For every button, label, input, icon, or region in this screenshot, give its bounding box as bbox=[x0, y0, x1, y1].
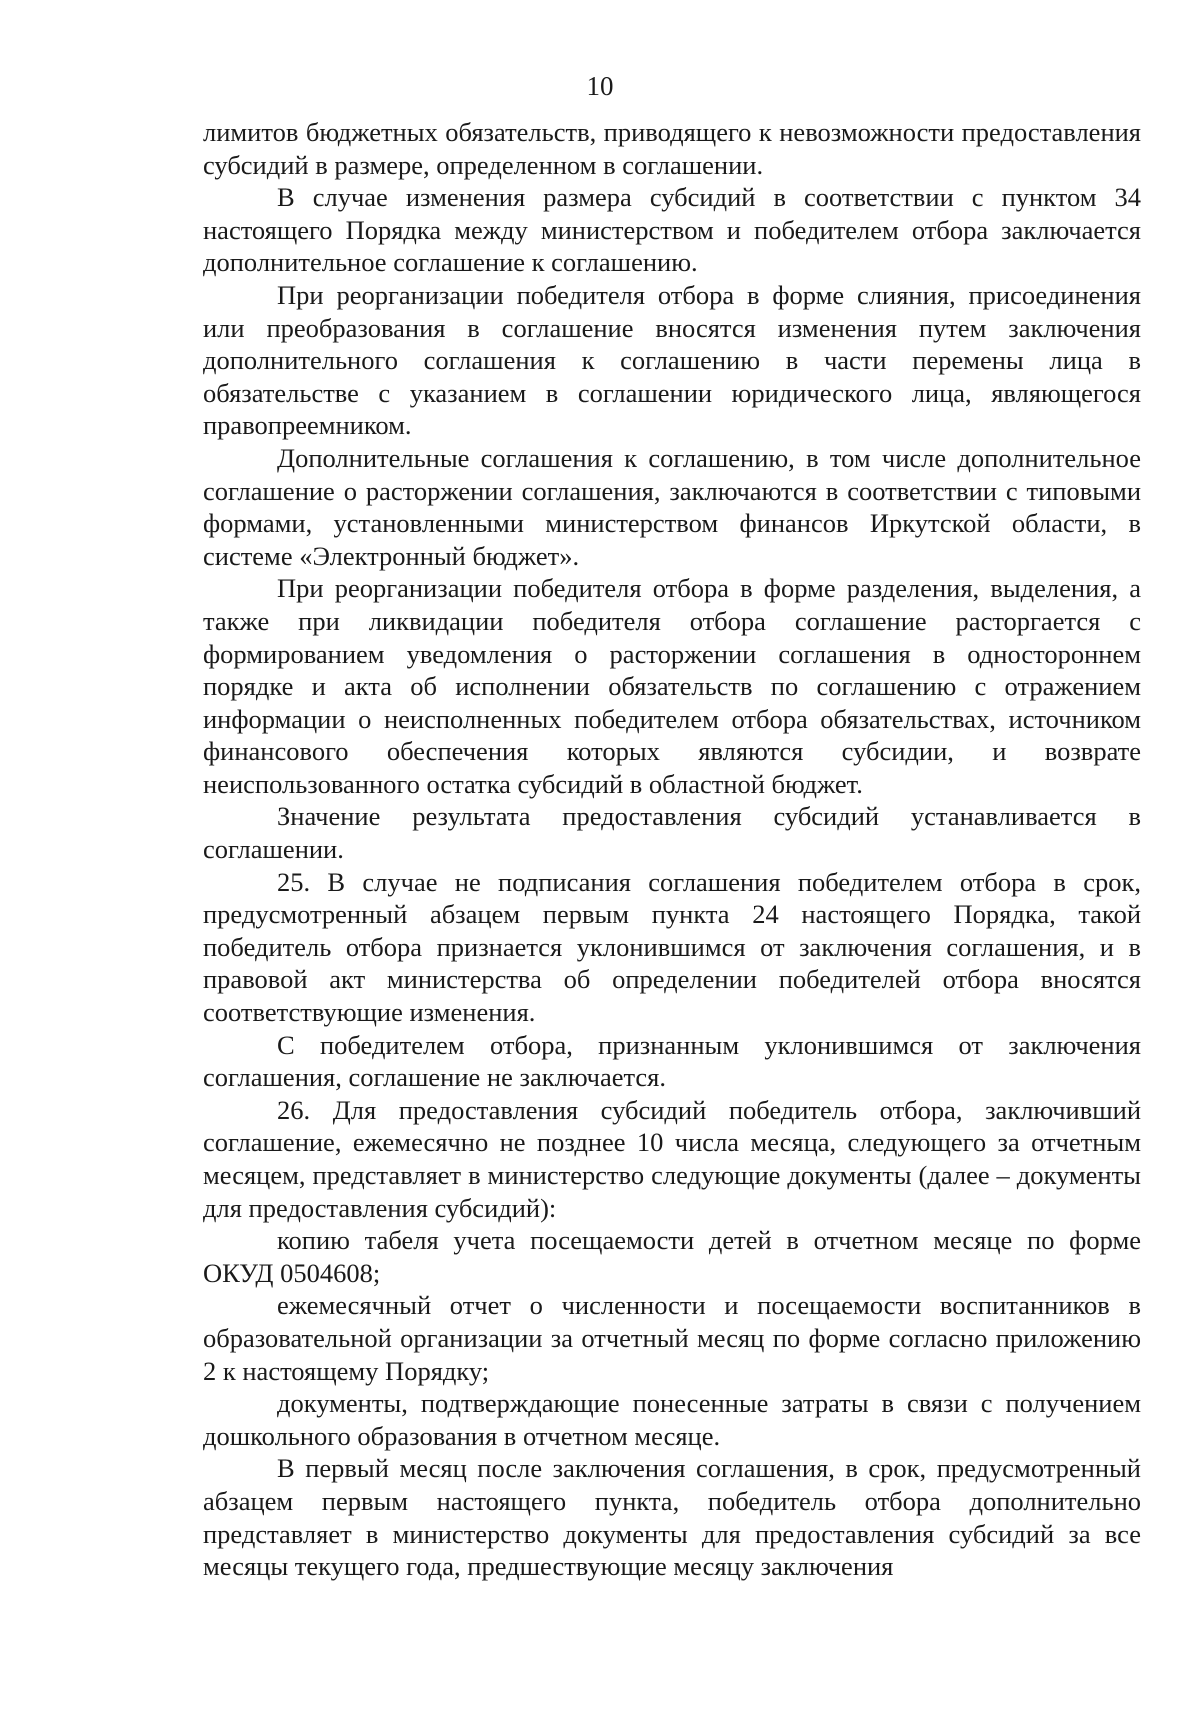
paragraph: В случае изменения размера субсидий в соответствии с пунктом 34 настоящего Порядка между министерством и победителем отбора заключается дополнительное соглашение к соглашению. bbox=[203, 182, 1141, 278]
paragraph: С победителем отбора, признанным уклонившимся от заключения соглашения, соглашение не заключается. bbox=[203, 1029, 1141, 1093]
paragraph: При реорганизации победителя отбора в форме слияния, присоединения или преобразования в соглашение вносятся изменения путем заключения дополнительного соглашения к соглашению в части перемены лица в обязательстве с указанием в соглашении юридического лица, являющегося правопреемником. bbox=[203, 279, 1141, 441]
paragraph-list-item: копию табеля учета посещаемости детей в отчетном месяце по форме ОКУД 0504608; bbox=[203, 1225, 1141, 1288]
paragraph-list-item: ежемесячный отчет о численности и посещаемости воспитанников в образовательной организации за отчетный месяц по форме согласно приложению 2 к настоящему Порядку; bbox=[203, 1290, 1141, 1386]
paragraph: При реорганизации победителя отбора в форме разделения, выделения, а также при ликвидации победителя отбора соглашение расторгается с формированием уведомления о расторжении соглашения в одностороннем порядке и акта об исполнении обязательств по соглашению с отражением информации о неисполненных победителем отбора обязательствах, источником финансового обеспечения которых являются субсидии, и возврате неиспользованного остатка субсидий в областной бюджет. bbox=[203, 573, 1141, 799]
page-number: 10 bbox=[586, 71, 614, 101]
paragraph-item-25: 25. В случае не подписания соглашения победителем отбора в срок, предусмотренный абзацем первым пункта 24 настоящего Порядка, такой победитель отбора признается уклонившимся от заключения соглашения, и в правовой акт министерства об определении победителей отбора вносятся соответствующие изменения. bbox=[203, 866, 1141, 1028]
paragraph-continuation: лимитов бюджетных обязательств, приводящего к невозможности предоставления субсидий в размере, определенном в соглашении. bbox=[203, 117, 1141, 180]
paragraph-list-item: документы, подтверждающие понесенные затраты в связи с получением дошкольного образования в отчетном месяце. bbox=[203, 1388, 1141, 1451]
paragraph: Дополнительные соглашения к соглашению, в том числе дополнительное соглашение о расторжении соглашения, заключаются в соответствии с типовыми формами, установленными министерством финансов Иркутской области, в системе «Электронный бюджет». bbox=[203, 442, 1141, 571]
document-body bbox=[203, 116, 1141, 1583]
paragraph-item-26: 26. Для предоставления субсидий победитель отбора, заключивший соглашение, ежемесячно не позднее 10 числа месяца, следующего за отчетным месяцем, представляет в министерство следующие документы (далее – документы для предоставления субсидий): bbox=[203, 1094, 1141, 1223]
paragraph: Значение результата предоставления субсидий устанавливается в соглашении. bbox=[203, 801, 1141, 865]
paragraph: В первый месяц после заключения соглашения, в срок, предусмотренный абзацем первым настоящего пункта, победитель отбора дополнительно представляет в министерство документы для предоставления субсидий за все месяцы текущего года, предшествующие месяцу заключения bbox=[203, 1453, 1141, 1582]
